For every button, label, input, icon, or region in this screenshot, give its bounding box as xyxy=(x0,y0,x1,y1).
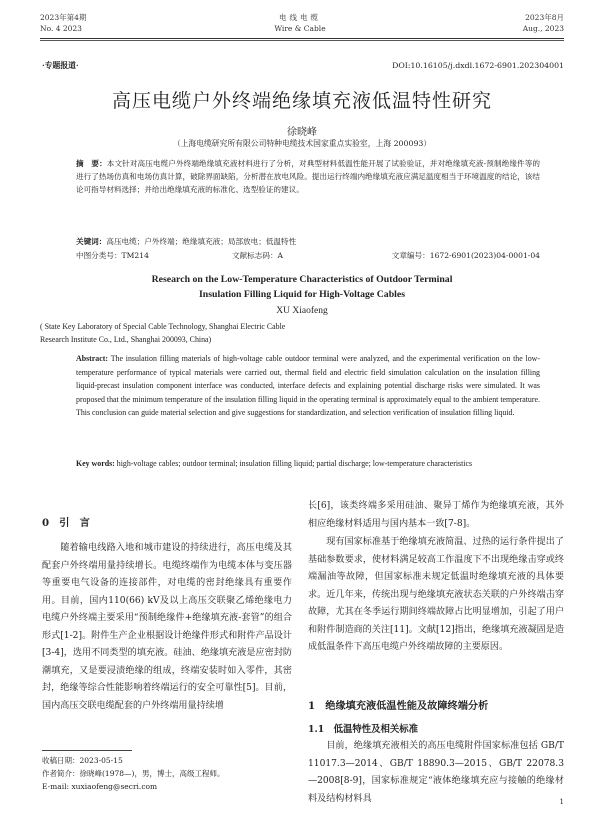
header-rule-thin xyxy=(40,40,564,41)
author-cn: 徐晓峰 xyxy=(287,127,317,138)
abstract-cn-label: 摘 要： xyxy=(76,159,107,168)
right-paragraph-2: 现有国家标准基于绝缘填充液简温、过热的运行条件提出了基础参数要求，使材料满足较高工作温度下不出现绝缘击穿或终端漏油等故障，但国家标准未规定低温时绝缘填充液的具体要求。近几年来，传统出现与绝缘填充液状态关联的户外终端击穿故障，尤其在冬季运行期间终端故障占比明显增加，引起了用户和附件制造商的关注[11]。文献[12]指出，绝缘填充液凝固是造成低温条件下高压电缆户外终端故障的主要原因。 xyxy=(308,537,564,652)
affiliation-en-line2: Research Institute Co., Ltd., Shanghai 200093, China) xyxy=(40,335,212,344)
affiliation-cn: （上海电缆研究所有限公司特种电缆技术国家重点实验室，上海 200093） xyxy=(172,139,432,148)
abstract-cn xyxy=(76,157,540,196)
header-right xyxy=(523,12,564,34)
section-1-title: 1 绝缘填充液低温性能及故障终端分析 xyxy=(308,700,489,712)
header-rule xyxy=(40,38,564,39)
header-date-cn: 2023年8月 xyxy=(525,13,564,22)
column-label: ·专题报道· xyxy=(42,61,79,70)
author-email: E-mail: xuxiaofeng@secri.com xyxy=(42,782,158,791)
keywords-cn xyxy=(76,235,540,248)
journal-name-cn: 电线电缆 xyxy=(279,13,321,22)
article-no: 文章编号：1672-6901(2023)04-0001-04 xyxy=(391,251,540,260)
abstract-en-text: The insulation filling materials of high-voltage cable outdoor terminal were analyzed, and the experimental verification on the low-temperature performance of typical materials were carried out, thermal field and electric field simulation calculation on the insulation filling liquid-precast insulation component interface was conducted, interface defects and explaining potential discharge risks were simulated. It was proposed that the minimum temperature of the insulation filling liquid in the operating terminal is approximately equal to the ambient temperature. This conclusion can guide material selection and give suggestions for standardization, and selection verification of insulation filling liquid. xyxy=(76,354,540,418)
abstract-en-label: Abstract: xyxy=(76,354,108,363)
keywords-cn-label: 关键词： xyxy=(76,237,107,246)
abstract-en xyxy=(76,352,540,420)
header-issue-en: No. 4 2023 xyxy=(40,24,82,33)
footnotes xyxy=(42,754,224,793)
keywords-en-text: high-voltage cables; outdoor terminal; insulation filling liquid; partial discharge; low-temperature characteristics xyxy=(116,459,473,468)
right-paragraph-1: 长[6]，该类终端多采用硅油、聚异丁烯作为绝缘填充液，其外相应绝缘材料适用与国内基本一致[7-8]。 xyxy=(308,501,564,529)
abstract-cn-text: 本文针对高压电缆户外终端绝缘填充液材料进行了分析，对典型材料低温性能开展了试验验证，并对绝缘填充液-预制绝缘件等的进行了热场仿真和电场仿真计算，破除界面缺陷，分析潜在放电风险。提出运行终端内绝缘填充液应满足温度相当于环境温度的结论，该结论可指导材料选择；并给出绝缘填充液的标准化、选型验证的建议。 xyxy=(76,159,540,194)
clc: 中图分类号：TM214 xyxy=(76,251,149,260)
keywords-en-label: Key words: xyxy=(76,459,115,468)
author-en: XU Xiaofeng xyxy=(276,306,328,316)
section-0-title: 0 引 言 xyxy=(42,517,90,529)
header-issue-cn: 2023年第4期 xyxy=(40,13,87,22)
received-date: 收稿日期：2023-05-15 xyxy=(42,756,123,765)
header-left xyxy=(40,12,86,34)
page-title: 高压电缆户外终端绝缘填充液低温特性研究 xyxy=(111,90,492,112)
subsection-1-1-title: 1.1 低温特性及相关标准 xyxy=(308,724,419,735)
affiliation-en-line1: ( State Key Laboratory of Special Cable Technology, Shanghai Electric Cable xyxy=(40,322,286,331)
header-center xyxy=(260,12,340,34)
doc-code: 文献标志码：A xyxy=(232,251,284,260)
keywords-cn-text: 高压电缆；户外终端；绝缘填充液；局部放电；低温特性 xyxy=(106,237,297,246)
title-en-line1: Research on the Low-Temperature Characteristics of Outdoor Terminal xyxy=(151,274,453,285)
header-date-en: Aug., 2023 xyxy=(522,24,564,33)
section-0-paragraph: 随着输电线路入地和城市建设的持续进行，高压电缆及其配套户外终端用量持续增长。电缆终端作为电缆本体与变压器等重要电气设备的连接部件，对电缆的密封绝缘具有重要作用。目前，国内110(66) kV及以上高压交联聚乙烯绝缘电力电缆户外终端主要采用“预制绝缘件+绝缘填充液-套管”的组合形式[1-2]。附件生产企业根据设计绝缘件形式和附件产品设计[3-4]，选用不同类型的填充液。硅油、绝缘填充液是应密封防潮填充，又是要浸渍绝缘的组成，终端安装时如入零件，其密封，绝缘等综合性能影响着终端运行的安全可靠性[5]。目前，国内高压交联电缆配套的户外终端用量持续增 xyxy=(42,543,292,711)
title-en-line2: Insulation Filling Liquid for High-Voltage Cables xyxy=(198,289,406,300)
page-number: 1 xyxy=(559,798,564,806)
right-paragraph-3: 目前，绝缘填充液相关的高压电缆附件国家标准包括 GB/T 11017.3—2014、GB/T 18890.3—2015、GB/T 22078.3—2008[8-9]，国家标准规定“液体绝缘填充应与接触的绝缘材料及结构材料具 xyxy=(308,741,564,804)
author-intro: 作者简介：徐晓峰(1978—)，男，博士，高级工程师。 xyxy=(42,769,225,778)
doi: DOI:10.16105/j.dxdl.1672-6901.202304001 xyxy=(392,61,564,70)
footnote-rule xyxy=(42,750,132,751)
journal-name-en: Wire & Cable xyxy=(274,24,326,33)
keywords-en xyxy=(76,457,540,471)
